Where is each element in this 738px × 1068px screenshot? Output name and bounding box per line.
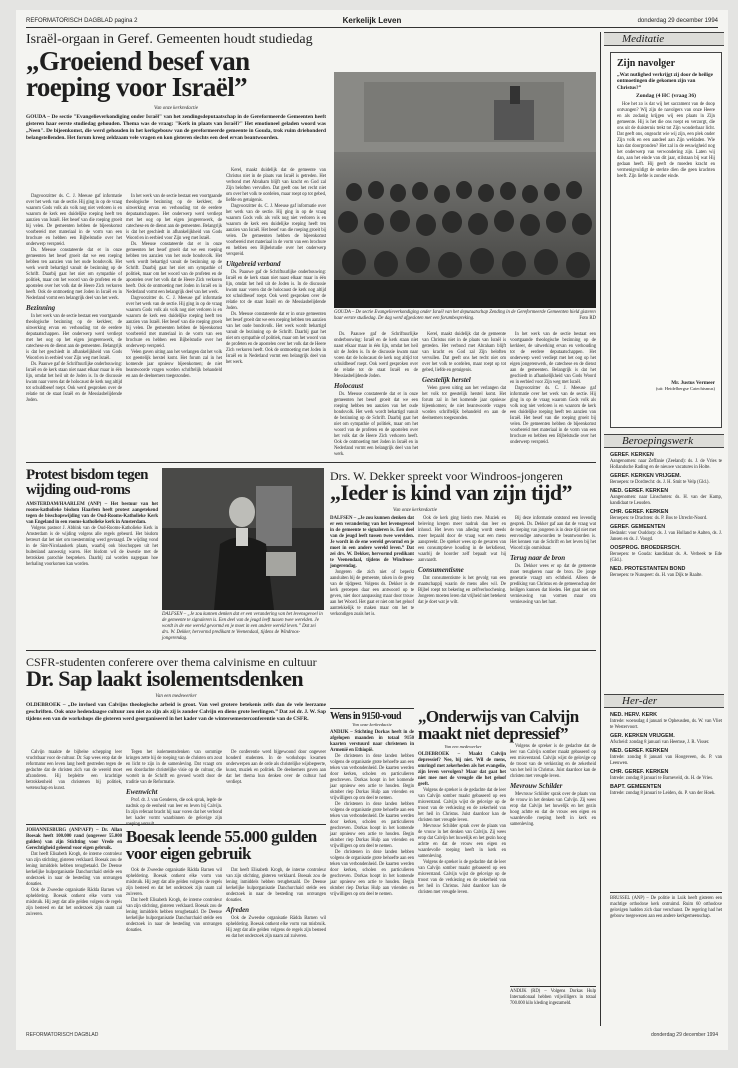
article1-paragraph: In het werk van de sectie bestaat een voortgaande theologische bezinning op de kerkleer, de uitwerking ervan en verhouding tot de eerdere deputaatschappen. Het onderwerp werd verdiept met het oog op het eigen jongerenwerk, de catechese en de dienst aan de gemeenten. Belangrijk is dat het geschiedt in afhankelijkheid van Gods Woord en in eerbied voor Zijn weg met Israël. xyxy=(26,314,122,361)
article6-paragraph: De christenen in deze landen hebben volgens de organisatie grote behoefte aan een teken van verbondenheid. De kaarten werden door kerken, scholen en particulieren geschreven. Dorkas hoopt in het komende jaar opnieuw een actie te houden. Begin oktober riep Dorkas Hulp aan vrienden en vrijwilligers op om deel te nemen. xyxy=(330,754,414,801)
article1-subhead: Geestelijk herstel xyxy=(422,376,471,384)
article5-headline: Boesak leende 55.000 gulden voor eigen gebruik xyxy=(126,827,317,863)
article4-paragraph: Calvijn maakte de bijbelse schepping leer vruchtbaar voor de cultuur. Dr. Sap wees erop dat de reformator een leven lang heeft gestreden tegen de gedachte dat de christen zich van de wereld moet afzonderen. Hij bepleitte een krachtige betrokkenheid van christenen bij politiek, wetenschap en kunst. xyxy=(26,750,122,791)
herder-entry xyxy=(610,748,722,767)
herder-header xyxy=(604,694,724,708)
article2-paragraph: Volgens pastoor J. Abbink van de Oud-Rooms-Katholieke Kerk in Amsterdam is de wijding volgens alle regels gebeurd. Het bisdom betreurt dat het niet om toestemming werd gevraagd. De wijding vond in de Sint-Nicolaaskerk plaats, waarbij ook bisschoppen uit het buitenland aanwezig waren. Het bisdom wil de kwestie met de betrokken parochie bespreken. Daarbij zal worden nagegaan hoe herhaling voorkomen kan worden. xyxy=(26,526,158,567)
beroeping-church: GEREF. GEMEENTEN xyxy=(610,524,666,530)
meditatie-author: Mr. Justus Vermeer xyxy=(671,380,715,387)
article1-subhead: Bezinning xyxy=(26,304,56,312)
article4-paragraph: Prof. dr. J. van Genderen, die ook sprak, legde de nadruk op de eenheid van leer en leven bij Calvijn. In zijn referaat bracht hij naar voren dat het verbond het kader vormt waarbinnen de gelovige zijn xyxy=(126,798,222,821)
article3-photo xyxy=(162,468,324,610)
article3-column-2 xyxy=(418,516,506,648)
article3-byline: Van onze kerkredactie xyxy=(393,508,437,513)
article5-paragraph: Ook de Zweedse organisatie Rädda Barnen wil opheldering. Boesak ontkent elke vorm van misbruik. Hij zegt dat alle gelden volgens de regels zijn besteed en dat het onderzoek zijn naam zal zuiveren. xyxy=(126,868,222,897)
article4-paragraph: De conferentie werd bijgewoond door ongeveer honderd studenten. In de workshops kwamen onderwerpen aan de orde als christelijke wijsbegeerte, kunst, muziek en politiek. De deelnemers gaven aan dat het thema hun denken over de cultuur had verdiept. xyxy=(226,750,326,785)
beroeping-text: Beroepen: te Gouda: kandidaat ds. A. Verbeek te Ede (Gld.). xyxy=(610,552,722,563)
masthead-date: donderdag 29 december 1994 xyxy=(637,18,718,24)
article7-paragraph: Volgens de spreker is de gedachte dat de leer van Calvijn somber maakt gebaseerd op een misverstand. Calvijn wijst de gelovige op de troost van de verkiezing en de zekerheid van het heil in Christus. Juist daardoor kan de christen met vreugde leven. xyxy=(418,860,506,895)
article7-subhead: Mevrouw Schilder xyxy=(510,782,563,790)
beroeping-entry xyxy=(610,452,722,471)
article1-column-4 xyxy=(334,332,418,458)
article3-column-3 xyxy=(510,516,596,648)
article6-body xyxy=(330,730,414,1024)
article5-paragraph: Dat heeft Elisabeth Krogh, de interne controleur van zijn stichting, gisteren verklaard. Boesak zou de lening inmiddels hebben terugbetaald. De Deense kerkelijke hulporganisatie Danchurchaid stelde een onderzoek in naar de besteding van ontvangen donaties. xyxy=(126,898,222,933)
footer-date: donderdag 29 december 1994 xyxy=(651,1032,718,1038)
beroeping-entry xyxy=(610,524,722,543)
beroeping-entry xyxy=(610,488,722,507)
beroeping-church: GEREF. KERKEN xyxy=(610,452,654,458)
article3-paragraph: Ds. Dekker wees er op dat de gemeente moet terugkeren naar de bron. De jonge generatie vraagt om echtheid. Alleen de prediking van Christus en de gemeenschap der heiligen kunnen dat bieden. Het gaat niet om vernieuwing van vormen maar om vernieuwing van het hart. xyxy=(510,564,596,605)
article7-lead: OLDEBROEK – Maakt Calvijn depressief? Nee, bij niet. Wil de mens, omringd met zekerheden als het evangelie, zijn leven vervolgen? Maar dat gaat het niet mee met de vreugde die het geloof geeft. xyxy=(418,752,506,787)
article2-lead: AMSTERDAM/HAARLEM (ANP) – Het bestuur van het rooms-katholieke bisdom Haarlem heeft protest aangetekend tegen de bisschopswijding van de Oud-Rooms-Katholieke Kerk van Engeland in een rooms-katholieke kerk in Amsterdam. xyxy=(26,502,158,525)
article1-caption-text: GOUDA – De sectie Evangelieverkondiging onder Israël van het deputaatschap Zending in de Gereformeerde Gemeenten hield gisteren haar eerste studiedag. De dag werd afgesloten met een forumbespreking. xyxy=(334,310,596,321)
article7-byline: Van een medewerker xyxy=(444,744,482,749)
article1-kicker: Israël-orgaan in Geref. Gemeenten houdt studiedag xyxy=(26,32,313,47)
article4-lead: OLDEBROEK – „De invloed van Calvijns theologische arbeid is groot. Van veel grotere betekenis zelfs dan de vele leerzame geschriften. Ook onze hedendaagse cultuur zou niet zo zijn als zij is zonder Calvijn en diens grote leerlingen.” Dat zei dr. J. W. Sap tijdens een van de workshops die gisteren werd georganiseerd in het kader van de wintersemesterconferentie van de CSFR. xyxy=(26,702,326,722)
article5-subhead: Afreden xyxy=(226,906,249,914)
article7-paragraph: Volgens de spreker is de gedachte dat de leer van Calvijn somber maakt gebaseerd op een misverstand. Calvijn wijst de gelovige op de troost van de verkiezing en de zekerheid van het heil in Christus. Juist daardoor kan de christen met vreugde leven. xyxy=(510,744,596,779)
article1-column-2 xyxy=(126,194,222,458)
beroeping-entry xyxy=(610,545,722,564)
article1-paragraph: Ds. Meeuse constateerde dat er in onze gemeenten het besef groeit dat we een roeping hebben ten aanzien van het oude bondsvolk. Het werk wordt behartigd vanuit de bezinning op de Schrift. Daarbij gaat het niet om sympathie of politiek, maar om het woord van de profeten en de apostelen over het volk dat de Heere Zich verkoren heeft. Ook de ontmoeting met Joden in Israël en in Nederland vormt een belangrijk deel van het werk. xyxy=(334,392,418,457)
herder-text: Intrede: zondag 8 januari te Leiden, ds. P. van der Hoek. xyxy=(610,791,716,796)
article1-byline: Van onze kerkredactie xyxy=(154,106,198,111)
article1-column-3 xyxy=(226,168,326,458)
article1-paragraph: In het werk van de sectie bestaat een voortgaande theologische bezinning op de kerkleer, de uitwerking ervan en verhouding tot de eerdere deputaatschappen. Het onderwerp werd verdiept met het oog op het eigen jongerenwerk, de catechese en de dienst aan de gemeenten. Belangrijk is dat het geschiedt in afhankelijkheid van Gods Woord en in eerbied voor Zijn weg met Israël. xyxy=(510,332,596,385)
article1-photo xyxy=(334,72,596,308)
herder-church: NED. HERV. KERK xyxy=(610,712,658,718)
article1-paragraph: Velen gaven uiting aan het verlangen dat het volk tot geestelijk herstel komt. Het forum zal in het komende jaar opnieuw bijeenkomen; de niet beantwoorde vragen worden schriftelijk behandeld en aan de deelnemers toegezonden. xyxy=(126,350,222,379)
article1-column-1 xyxy=(26,194,122,458)
herder-church: BAPT. GEMEENTEN xyxy=(610,784,662,790)
footer-paper-name: REFORMATORISCH DAGBLAD xyxy=(26,1032,99,1038)
article3-kicker: Drs. W. Dekker spreekt voor Windroos-jongeren xyxy=(330,469,563,483)
article6-headline: Wens in 9150-voud xyxy=(330,708,414,722)
herder-text: Intrede: woensdag 4 januari te Opheusden, ds. W. van Vliet te Westervoort. xyxy=(610,719,722,730)
article7-footer-brief xyxy=(510,986,596,1024)
article7-column-2 xyxy=(510,744,596,984)
beroeping-church: OOSPROG. BROEDERSCH. xyxy=(610,545,681,551)
article6-lead: ANDIJK – Stichting Dorkas heeft in de afgelopen maanden in totaal 9150 kaarten verstuurd naar christenen in Armenië en Ethiopië. xyxy=(330,730,414,753)
article3-headline: „Ieder is kind van zijn tijd” xyxy=(330,480,572,505)
article7-paragraph: Volgens de spreker is de gedachte dat de leer van Calvijn somber maakt gebaseerd op een misverstand. Calvijn wijst de gelovige op de troost van de verkiezing en de zekerheid van het heil in Christus. Juist daardoor kan de christen met vreugde leven. xyxy=(418,788,506,823)
meditatie-label: Meditatie xyxy=(622,33,665,45)
masthead-section: Kerkelijk Leven xyxy=(342,16,402,25)
beroeping-text: Beroepen: te Dordrecht: ds. J. H. Smit te Velp (Gld.). xyxy=(610,480,710,485)
article1-column-5 xyxy=(422,332,506,458)
article3-lead: DALFSEN – „Je zou kunnen denken dat er een verandering van het levensgevoel in de gemeente te signaleren is. Een deel van de jeugd leeft tussen twee werelden. Je wordt in de ene wereld gevormd en je moet in een andere wereld leven.” Dat zei drs. W. Dekker, hervormd predikant te Veenendaal, tijdens de Windroos-jongerendag. xyxy=(330,516,414,569)
article1-paragraph: Ds. Paauwe gaf de Schriftuurlijke onderbouwing: Israël en de kerk staan niet naast elkaar maar in één lijn, omdat het heil uit de Joden is. In de discussie kwam naar voren dat de holocaust de kerk nog altijd tot schuldbesef roept. Ook werd gesproken over de relatie tot de staat Israël en de Messiasbelijdende Joden. xyxy=(226,270,326,311)
article1-paragraph: Dagvoorzitter ds. C. J. Meeuse gaf informatie over het werk van de sectie. Hij ging in op de vraag waarom Gods volk als volk nog niet verloren is en waarom de kerk een duidelijke roeping heeft ten aanzien van Israël. Het besef van die roeping groeit bij velen. De gemeenten hebben de bijeenkomst voorbereid met materiaal in de vorm van een brochure en hebben een Bijbelstudie over het onderwerp verspreid. xyxy=(126,296,222,349)
herder-list xyxy=(610,712,722,888)
article1-paragraph: Ds. Meeuse constateerde dat er in onze gemeenten het besef groeit dat we een roeping hebben ten aanzien van het oude bondsvolk. Het werk wordt behartigd vanuit de bezinning op de Schrift. Daarbij gaat het niet om sympathie of politiek, maar om het woord van de profeten en de apostelen over het volk dat de Heere Zich verkoren heeft. Ook de ontmoeting met Joden in Israël en in Nederland vormt een belangrijk deel van het werk. xyxy=(26,248,122,301)
article1-paragraph: Ds. Paauwe gaf de Schriftuurlijke onderbouwing: Israël en de kerk staan niet naast elkaar maar in één lijn, omdat het heil uit de Joden is. In de discussie kwam naar voren dat de holocaust de kerk nog altijd tot schuldbesef roept. Ook werd gesproken over de relatie tot de staat Israël en de Messiasbelijdende Joden. xyxy=(334,332,418,379)
article6-byline: Van onze kerkredactie xyxy=(352,722,392,727)
article1-column-6 xyxy=(510,332,596,458)
beroepingswerk-list xyxy=(610,452,722,690)
article4-column-3 xyxy=(226,750,326,820)
article-divider xyxy=(26,650,596,651)
article1-paragraph: Dagvoorzitter ds. C. J. Meeuse gaf informatie over het werk van de sectie. Hij ging in op de vraag waarom Gods volk als volk nog niet verloren is en waarom de kerk een duidelijke roeping heeft ten aanzien van Israël. Het besef van die roeping groeit bij velen. De gemeenten hebben de bijeenkomst voorbereid met materiaal in de vorm van een brochure en hebben een Bijbelstudie over het onderwerp verspreid. xyxy=(26,194,122,247)
masthead-paper-name: REFORMATORISCH DAGBLAD pagina 2 xyxy=(26,18,138,24)
church-audience-image xyxy=(334,72,596,308)
brussel-brief xyxy=(610,896,722,1024)
beroeping-church: CHR. GEREF. KERKEN xyxy=(610,509,669,515)
article4-headline: Dr. Sap laakt isolementsdenken xyxy=(26,666,304,691)
article7-paragraph: Mevrouw Schilder sprak over de plaats van de vrouw in het denken van Calvijn. Zij wees erop dat Calvijn het huwelijk en het gezin hoog achtte en dat de vrouw een eigen en waardevolle roeping heeft in kerk en samenleving. xyxy=(510,792,596,827)
meditatie-body: Hoe het zo is dat wij het sacrament van de doop ontvangen? Wij zijn de navolgers van onze Heere en als zodanig krijgen wij een plaats in Zijn gemeente. Hij is het die ons roept en verzorgt, die ons uit de duisternis trekt tot Zijn wonderbaar licht. Dat geeft ons, ongeacht wie wij zijn, een plek onder Zijn volk en een aandeel aan Zijn weldaden. Wie kan dat doorgronden? Het zal in de eeuwigheid nog het onderwerp van verwondering zijn. Laten wij dan, aan het einde van dit jaar, stilstaan bij wat Hij gedaan heeft. Hij geeft de moeden kracht en vermenigvuldigt de sterkte dien die geen krachten heeft. Zijn liefde is zonder einde. xyxy=(617,102,715,180)
brussel-text: BRUSSEL (ANP) – De politie in Luik heeft gisteren een machtige orthodoxe kerk ontruimd. Ruim 60 orthodoxe gelovigen hadden zich daar verschanst. De regering had het gebouw toegewezen aan een andere kerkgemeenschap. xyxy=(610,896,722,919)
article5-column-3 xyxy=(226,868,326,1024)
article5-paragraph: Dat heeft Elisabeth Krogh, de interne controleur van zijn stichting, gisteren verklaard. Boesak zou de lening inmiddels hebben terugbetaald. De Deense kerkelijke hulporganisatie Danchurchaid stelde een onderzoek in naar de besteding van ontvangen donaties. xyxy=(226,868,326,903)
beroeping-text: Beroepen: te Drachten: ds. P. Bos te Utrecht-Noord. xyxy=(610,516,708,521)
beroeping-text: Aangenomen: naar Linschoten: ds. H. van der Kamp, kandidaat te Leusden. xyxy=(610,495,722,506)
article5-paragraph: Ook de Zweedse organisatie Rädda Barnen wil opheldering. Boesak ontkent elke vorm van misbruik. Hij zegt dat alle gelden volgens de regels zijn besteed en dat het onderzoek zijn naam zal zuiveren. xyxy=(26,888,122,917)
article4-column-2 xyxy=(126,750,222,820)
speaker-portrait-image xyxy=(162,468,324,610)
beroeping-entry xyxy=(610,473,722,486)
meditatie-quote: „Wat nutlighed verkrijgt zij door de heilige ontmoetingen die gekomen zijn van Christus?” xyxy=(617,72,713,91)
article7-headline: „Onderwijs van Calvijn maakt niet depressief” xyxy=(418,707,579,743)
article3-paragraph: Jongeren die zich niet of beperkt aansluiten bij de gemeente, raken in de greep van de tijdgeest. Volgens ds. Dekker is de kerk geroepen daar een antwoord op te geven, niet door aanpassing maar door trouw aan het Woord. Het gaat er niet om het geloof aantrekkelijk te maken maar om het te verkondigen zoals het is. xyxy=(330,570,414,617)
article4-paragraph: Tegen het isolementsdenken van sommige kringen zette hij de roeping van de christen om zout en licht te zijn in de samenleving. Dat vraagt om een doordachte christelijke visie op de cultuur, die wortelt in de Schrift en gevoed wordt door de traditie van de Reformatie. xyxy=(126,750,222,785)
article5-column-1 xyxy=(26,828,122,1024)
article5-paragraph: Ook de Zweedse organisatie Rädda Barnen wil opheldering. Boesak ontkent elke vorm van misbruik. Hij zegt dat alle gelden volgens de regels zijn besteed en dat het onderzoek zijn naam zal zuiveren. xyxy=(226,916,326,939)
article1-headline: „Groeiend besef van roeping voor Israël” xyxy=(26,46,250,102)
article1-photo-caption xyxy=(334,310,596,330)
article2-body xyxy=(26,502,158,618)
herder-entry xyxy=(610,712,722,731)
herder-label: Her-der xyxy=(622,695,658,707)
article6-paragraph: De christenen in deze landen hebben volgens de organisatie grote behoefte aan een teken van verbondenheid. De kaarten werden door kerken, scholen en particulieren geschreven. Dorkas hoopt in het komende jaar opnieuw een actie te houden. Begin oktober riep Dorkas Hulp aan vrienden en vrijwilligers op om deel te nemen. xyxy=(330,850,414,897)
article1-paragraph: Velen gaven uiting aan het verlangen dat het volk tot geestelijk herstel komt. Het forum zal in het komende jaar opnieuw bijeenkomen; de niet beantwoorde vragen worden schriftelijk behandeld en aan de deelnemers toegezonden. xyxy=(422,386,506,421)
meditatie-author-source: (uit: Heidelbergse Catechismus) xyxy=(655,386,715,392)
herder-text: Afscheid: zondag 8 januari van Heemse, J. R. Visser. xyxy=(610,740,710,745)
beroepingswerk-header xyxy=(604,434,724,448)
article1-paragraph: Kerel, maakt duidelijk dat de gemeente van Christus niet in de plaats van Israël is getreden. Het verbond met Abraham blijft van kracht en God zal Zijn beloften vervullen. Dat geeft ons het recht niet om over het volk te oordelen, maar roept op tot gebed, liefde en getuigenis. xyxy=(226,168,326,203)
beroeping-text: Aangenomen: naar Zeffanie (Zeeland): ds. J. de Vries te Hollandsche Rading en de nieuwe vacatures in Holte. xyxy=(610,459,722,470)
herder-entry xyxy=(610,733,722,746)
article3-column-1 xyxy=(330,516,414,648)
article7-footer-text: ANDIJK (RD) – Volgens Dorkas Hulp Internationaal hebben vrijwilligers in totaal 700.000 kilo kleding ingezameld. xyxy=(510,989,596,1006)
herder-church: GER. KERKEN VRIJGEM. xyxy=(610,733,675,739)
article-divider xyxy=(26,824,326,825)
article3-paragraph: Bij deze informatie ontstond een levendig gesprek. Ds. Dekker gaf aan dat de vraag wat de roeping van jongeren is in deze tijd niet met eenvoudige antwoorden te beantwoorden is. Het kennen van de Schrift en het leven bij het Woord zijn onmisbaar. xyxy=(510,516,596,551)
sidebar-divider xyxy=(600,32,601,1026)
beroeping-entry xyxy=(610,566,722,579)
meditatie-reference: Zondag (4 HC (vraag 36) xyxy=(636,93,696,100)
article5-column-2 xyxy=(126,868,222,1024)
herder-church: CHR. GEREF. KERKEN xyxy=(610,769,669,775)
article6-paragraph: De christenen in deze landen hebben volgens de organisatie grote behoefte aan een teken van verbondenheid. De kaarten werden door kerken, scholen en particulieren geschreven. Dorkas hoopt in het komende jaar opnieuw een actie te houden. Begin oktober riep Dorkas Hulp aan vrienden en vrijwilligers op om deel te nemen. xyxy=(330,802,414,849)
meditatie-title: Zijn navolger xyxy=(617,58,676,69)
beroepingswerk-label: Beroepingswerk xyxy=(622,435,694,447)
article7-paragraph: Mevrouw Schilder sprak over de plaats van de vrouw in het denken van Calvijn. Zij wees erop dat Calvijn het huwelijk en het gezin hoog achtte en dat de vrouw een eigen en waardevolle roeping heeft in kerk en samenleving. xyxy=(418,824,506,859)
beroeping-text: Bedankt: voor Ouddorp: ds. J. van Holland te Aalten, ds. J. Jansen en ds. J. Voogd. xyxy=(610,531,722,542)
newspaper-page xyxy=(16,10,728,1050)
beroeping-entry xyxy=(610,509,722,522)
herder-church: NED. GEREF. KERKEN xyxy=(610,748,669,754)
article3-paragraph: Ook de kerk ging hierin mee. Muziek en beleving kregen meer nadruk dan leer en inhoud. Het leven van alledag wordt steeds meer bepaald door de vraag wat een mens aanspreekt. De spreker wees op de gevaren van een consumptieve houding in de kerkdienst, waarbij de hoorder zelf bepaalt wat hij aanvaardt. xyxy=(418,516,506,563)
article1-paragraph: Kerel, maakt duidelijk dat de gemeente van Christus niet in de plaats van Israël is getreden. Het verbond met Abraham blijft van kracht en God zal Zijn beloften vervullen. Dat geeft ons het recht niet om over het volk te oordelen, maar roept op tot gebed, liefde en getuigenis. xyxy=(422,332,506,373)
herder-text: Intrede: zondag 8 januari van Hoogeveen, ds. P. van Leeuwen. xyxy=(610,755,722,766)
beroeping-church: NED. GEREF. KERKEN xyxy=(610,488,669,494)
article4-byline: Van een medewerker xyxy=(155,694,197,699)
article5-lead: JOHANNESBURG (ANP/AFP) – Dr. Allan Boesak heeft 100.000 rand (ongeveer 55.000 gulden) van zijn Stichting voor Vrede en Gerechtigheid geleend voor eigen gebruik. xyxy=(26,828,122,851)
article3-subhead: Consumentisme xyxy=(418,566,464,574)
article1-paragraph: Dagvoorzitter ds. C. J. Meeuse gaf informatie over het werk van de sectie. Hij ging in op de vraag waarom Gods volk als volk nog niet verloren is en waarom de kerk een duidelijke roeping heeft ten aanzien van Israël. Het besef van die roeping groeit bij velen. De gemeenten hebben de bijeenkomst voorbereid met materiaal in de vorm van een brochure en hebben een Bijbelstudie over het onderwerp verspreid. xyxy=(510,386,596,445)
article5-paragraph: Dat heeft Elisabeth Krogh, de interne controleur van zijn stichting, gisteren verklaard. Boesak zou de lening inmiddels hebben terugbetaald. De Deense kerkelijke hulporganisatie Danchurchaid stelde een onderzoek in naar de besteding van ontvangen donaties. xyxy=(26,852,122,887)
herder-text: Intrede: zondag 8 januari te Barneveld, ds. H. de Vries. xyxy=(610,776,714,781)
article1-subhead: Uitgebreid verband xyxy=(226,260,281,268)
article4-kicker: CSFR-studenten conferere over thema calvinisme en cultuur xyxy=(26,655,317,669)
herder-entry xyxy=(610,769,722,782)
beroeping-text: Beroepen: te Nunspeet: ds. H. van Dijk te Raalte. xyxy=(610,573,703,578)
article1-paragraph: In het werk van de sectie bestaat een voortgaande theologische bezinning op de kerkleer, de uitwerking ervan en verhouding tot de eerdere deputaatschappen. Het onderwerp werd verdiept met het oog op het eigen jongerenwerk, de catechese en de dienst aan de gemeenten. Belangrijk is dat het geschiedt in afhankelijkheid van Gods Woord en in eerbied voor Zijn weg met Israël. xyxy=(126,194,222,241)
article1-paragraph: Dagvoorzitter ds. C. J. Meeuse gaf informatie over het werk van de sectie. Hij ging in op de vraag waarom Gods volk als volk nog niet verloren is en waarom de kerk een duidelijke roeping heeft ten aanzien van Israël. Het besef van die roeping groeit bij velen. De gemeenten hebben de bijeenkomst voorbereid met materiaal in de vorm van een brochure en hebben een Bijbelstudie over het onderwerp verspreid. xyxy=(226,204,326,257)
meditatie-header xyxy=(604,32,724,46)
article3-photo-caption xyxy=(162,612,324,646)
meditatie-box xyxy=(610,52,722,428)
beroeping-church: GEREF. KERKEN VRIJGEM. xyxy=(610,473,681,479)
article3-paragraph: Dat consumentisme is het gevolg van een maatschappij waarin de mens alles wil. De Bijbel roept tot bekering en zelfverloochening. Jongeren moeten leren dat vrijheid niet betekent dat je doet wat je wilt. xyxy=(418,576,506,605)
article1-paragraph: Ds. Meeuse constateerde dat er in onze gemeenten het besef groeit dat we een roeping hebben ten aanzien van het oude bondsvolk. Het werk wordt behartigd vanuit de bezinning op de Schrift. Daarbij gaat het niet om sympathie of politiek, maar om het woord van de profeten en de apostelen over het volk dat de Heere Zich verkoren heeft. Ook de ontmoeting met Joden in Israël en in Nederland vormt een belangrijk deel van het werk. xyxy=(226,312,326,365)
article1-paragraph: Ds. Meeuse constateerde dat er in onze gemeenten het besef groeit dat we een roeping hebben ten aanzien van het oude bondsvolk. Het werk wordt behartigd vanuit de bezinning op de Schrift. Daarbij gaat het niet om sympathie of politiek, maar om het woord van de profeten en de apostelen over het volk dat de Heere Zich verkoren heeft. Ook de ontmoeting met Joden in Israël en in Nederland vormt een belangrijk deel van het werk. xyxy=(126,242,222,295)
article3-subhead: Terug naar de bron xyxy=(510,554,566,562)
article4-column-1 xyxy=(26,750,122,820)
article4-subhead: Ewenwicht xyxy=(126,788,158,796)
article7-column-1 xyxy=(418,752,506,1024)
herder-entry xyxy=(610,784,722,797)
sidebar-divider-short xyxy=(610,892,722,893)
article1-subhead: Holocaust xyxy=(334,382,364,390)
article1-lead: GOUDA – De sectie "Evangelieverkondiging onder Israël" van het zendingsdeputaatschap in de Gereformeerde Gemeenten heeft gisteren haar eerste studiedag gehouden. Thema was de vraag: "Kerk in plaats van Israël?" Het emotioneel geladen woord was „Neen". De bijeenkomst, die werd gehouden in het kerkgebouw van de gereformeerde gemeente in Gouda, trok ruim driehonderd belangstellenden. Het forum kreeg zeldzaam vele vragen en kon gisteren slechts een deel ervan beantwoorden. xyxy=(26,114,326,141)
masthead xyxy=(26,14,718,28)
article-divider xyxy=(26,462,596,463)
article1-paragraph: Ds. Paauwe gaf de Schriftuurlijke onderbouwing: Israël en de kerk staan niet naast elkaar maar in één lijn, omdat het heil uit de Joden is. In de discussie kwam naar voren dat de holocaust de kerk nog altijd tot schuldbesef roept. Ook werd gesproken over de relatie tot de staat Israël en de Messiasbelijdende Joden. xyxy=(26,362,122,403)
article1-photo-credit: Foto RD xyxy=(579,316,596,321)
article2-headline: Protest bisdom tegen wijding oud-roms xyxy=(26,467,148,498)
beroeping-church: NED. PROTESTANTEN BOND xyxy=(610,566,686,572)
article3-caption-text: DALFSEN – „Je zou kunnen denken dat er een verandering van het levensgevoel in de gemeente te signaleren is. Een deel van de jeugd leeft tussen twee werelden. Je wordt in de ene wereld gevormd en je moet in een andere wereld leven.” Dat zei drs. W. Dekker, hervormd predikant te Veenendaal, tijdens de Windroos-jongerendag. xyxy=(162,612,323,641)
